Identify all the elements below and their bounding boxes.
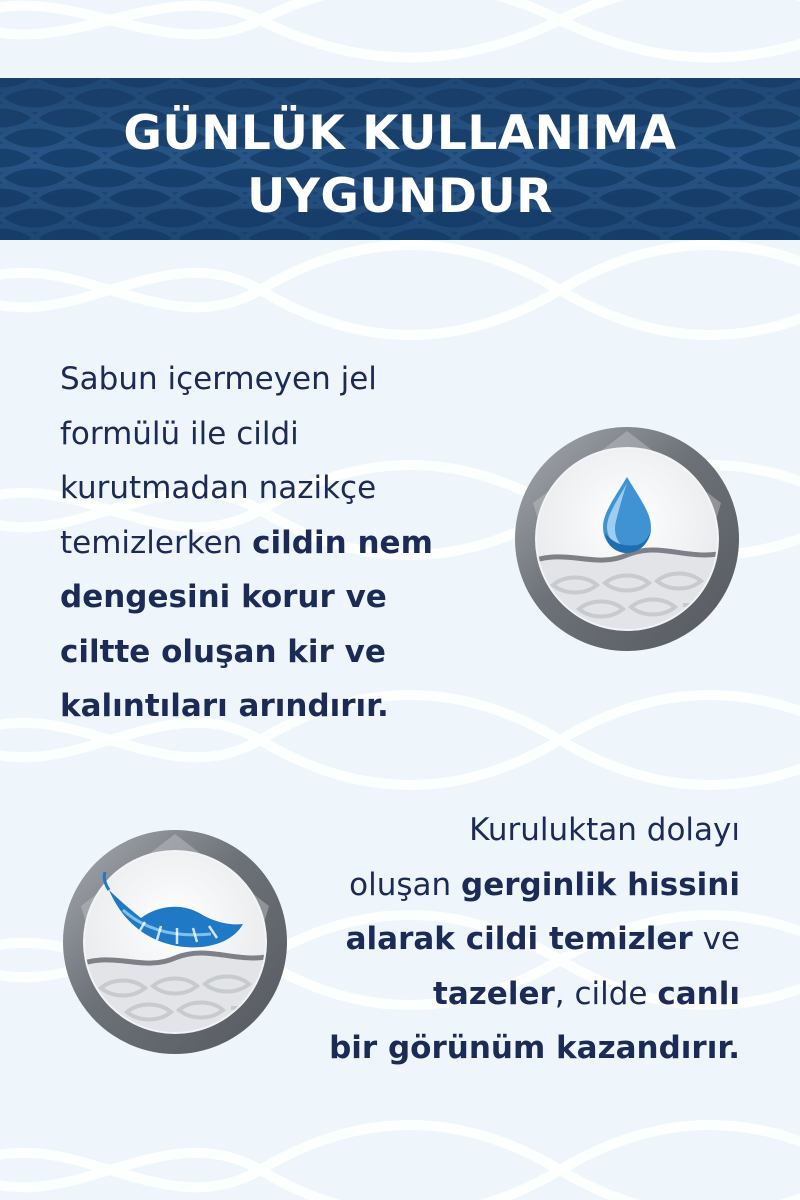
text-line: formülü ile cildi bbox=[60, 415, 299, 452]
text-line bbox=[270, 1021, 740, 1076]
text-line: kurutmadan nazikçe bbox=[60, 470, 377, 506]
text-line: Kuruluktan dolayı bbox=[469, 812, 740, 848]
description-tightness bbox=[270, 803, 740, 1076]
text-line bbox=[60, 570, 500, 625]
title-line-2: UYGUNDUR bbox=[247, 169, 553, 224]
page-title bbox=[0, 102, 800, 228]
bold-text: bir görünüm kazandırır. bbox=[329, 1030, 740, 1066]
feather-badge bbox=[61, 828, 289, 1056]
text-line bbox=[270, 858, 740, 913]
text-line bbox=[270, 967, 740, 1022]
bold-text: cildin nem bbox=[252, 524, 433, 561]
text-line bbox=[60, 679, 500, 734]
description-moisture bbox=[60, 352, 500, 734]
title-banner bbox=[0, 78, 800, 240]
text-span: , cilde bbox=[554, 975, 658, 1012]
bold-text: dengesini korur ve bbox=[60, 579, 387, 615]
bold-text: tazeler bbox=[433, 975, 555, 1012]
bold-text: gerginlik hissini bbox=[461, 866, 740, 903]
bold-text: canlı bbox=[657, 975, 740, 1012]
water-drop-badge bbox=[513, 425, 741, 653]
text-span: ve bbox=[692, 921, 740, 957]
text-span: temizlerken bbox=[60, 524, 253, 561]
text-line bbox=[60, 516, 500, 571]
text-line bbox=[60, 625, 500, 680]
bold-text: kalıntıları arındırır. bbox=[60, 688, 389, 724]
bold-text: alarak cildi temizler bbox=[345, 921, 693, 957]
text-line bbox=[270, 912, 740, 967]
title-line-1: GÜNLÜK KULLANIMA bbox=[123, 106, 677, 161]
bold-text: ciltte oluşan kir ve bbox=[60, 633, 386, 670]
text-line: Sabun içermeyen jel bbox=[60, 361, 377, 397]
text-span: oluşan bbox=[349, 866, 462, 903]
